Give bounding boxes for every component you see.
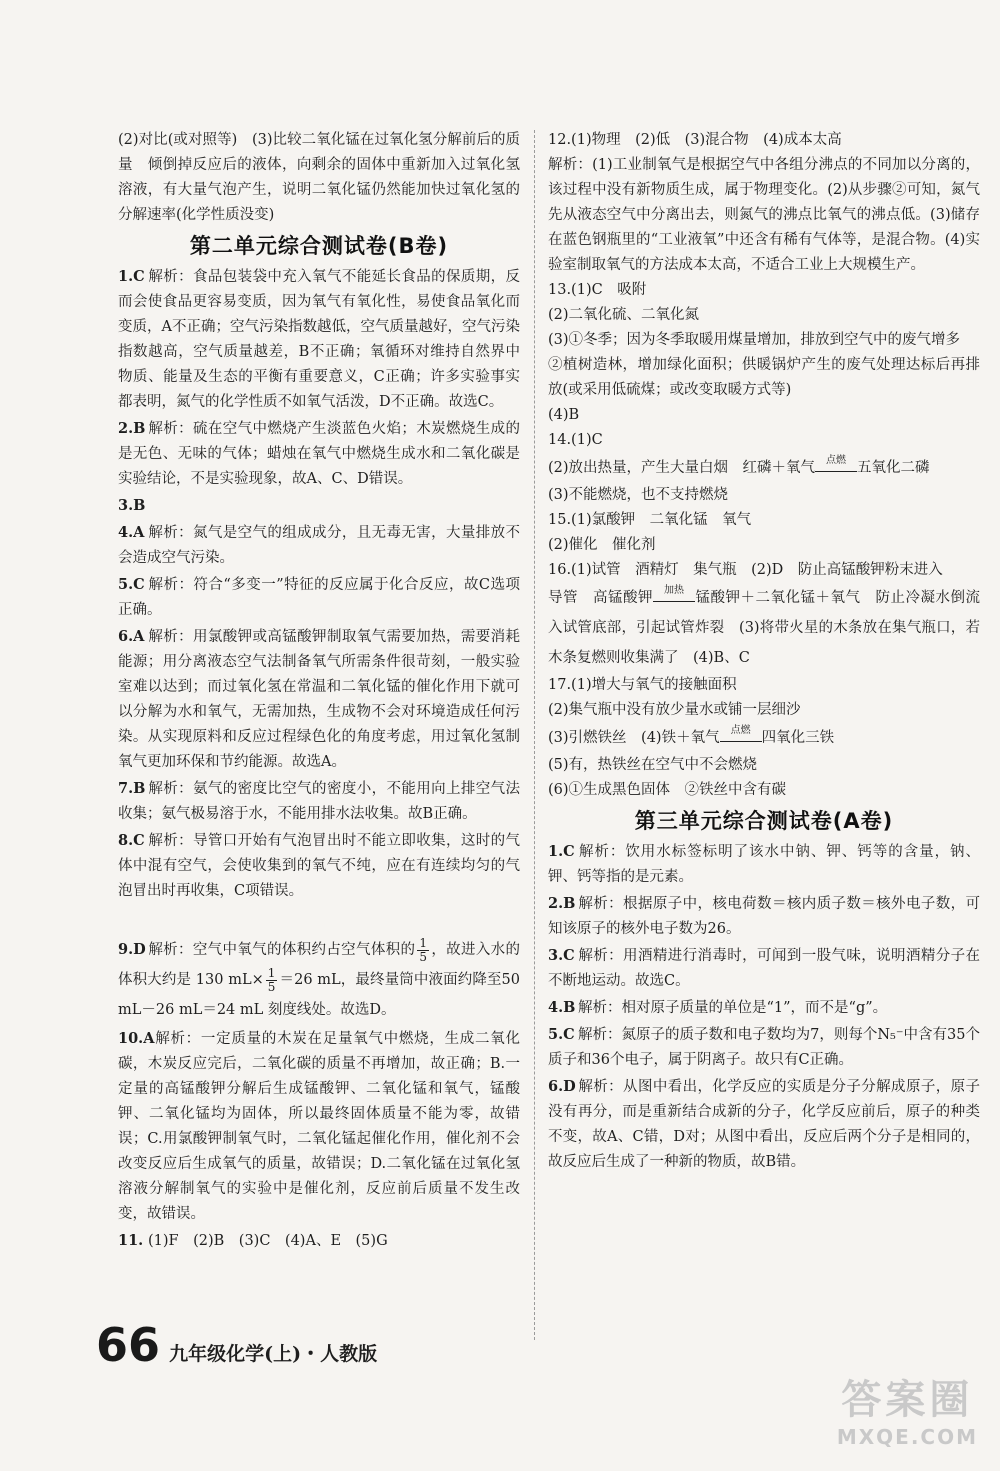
q16-line: 16.(1)试管 酒精灯 集气瓶 (2)D 防止高锰酸钾粉末进入	[548, 562, 943, 578]
answer-item: 2.B 解析：硫在空气中燃烧产生淡蓝色火焰；木炭燃烧生成的是无色、无味的气体；蜡烛在氧气中燃烧生成水和二氧化碳是实验结论，不是实验现象，故A、C、D错误。	[118, 420, 520, 487]
section-title-unit2-b: 第二单元综合测试卷(B卷)	[189, 234, 449, 258]
q13-line: (2)二氧化硫、二氧化氮	[548, 307, 700, 323]
section-title-unit3-a: 第三单元综合测试卷(A卷)	[634, 809, 894, 833]
answer-item: 10.A解析：一定质量的木炭在足量氧气中燃烧，生成二氧化碳，木炭反应完后，二氧化碳的质量不再增加，故正确；B.一定量的高锰酸钾分解后生成锰酸钾、二氧化锰和氧气，锰酸钾、二氧化锰均为固体，所以最终固体质量不能为零，故错误；C.用氯酸钾制氧气时，二氧化锰起催化作用，催化剂不会改变反应后生成氧气的质量，故错误；D.二氧化锰在过氧化氢溶液分解制氧气的实验中是催化剂，反应前后质量不发生改变，故错误。	[118, 1030, 520, 1222]
q17-equation: (3)引燃铁丝 (4)铁＋氧气 点燃 四氧化三铁	[548, 725, 835, 746]
right-column	[548, 128, 980, 1176]
answer-item: 5.C 解析：符合“多变一”特征的反应属于化合反应，故C选项正确。	[118, 576, 520, 618]
q12-body: 解析：(1)工业制氧气是根据空气中各组分沸点的不同加以分离的，该过程中没有新物质生成，属于物理变化。(2)从步骤②可知，氮气先从液态空气中分离出去，则氮气的沸点比氧气的沸点低。(3)储存在蓝色钢瓶里的“工业液氧”中还含有稀有气体等，是混合物。(4)实验室制取氧气的方法成本太高，不适合工业上大规模生产。	[548, 157, 980, 273]
reaction-arrow: 点燃	[720, 737, 762, 742]
column-divider	[534, 130, 535, 1340]
answer-item: 6.D 解析：从图中看出，化学反应的实质是分子分解成原子，原子没有再分，而是重新结合成新的分子，化学反应前后，原子的种类不变，故A、C错，D对；从图中看出，反应后两个分子是相同的，故反应后生成了一种新的物质，故B错。	[548, 1078, 980, 1170]
q14-line: (3)不能燃烧，也不支持燃烧	[548, 487, 729, 503]
q13-line: ②植树造林，增加绿化面积；供暖锅炉产生的废气处理达标后再排放(或采用低硫煤；或改变取暖方式等)	[548, 357, 980, 398]
answer-item: 6.A 解析：用氯酸钾或高锰酸钾制取氧气需要加热，需要消耗能源；用分离液态空气法制备氧气所需条件很苛刻，一般实验室难以达到；而过氧化氢在常温和二氧化锰的催化作用下就可以分解为水和氧气，无需加热，生成物不会对环境造成任何污染。从实现原料和反应过程绿色化的角度考虑，用过氧化氢制氧气更加环保和节约能源。故选A。	[118, 628, 520, 770]
answer-item: 8.C 解析：导管口开始有气泡冒出时不能立即收集，这时的气体中混有空气，会使收集到的氧气不纯，应在有连续均匀的气泡冒出时再收集，C项错误。	[118, 832, 520, 899]
watermark-logo: 答案圈 MXQE.COM	[836, 1377, 978, 1449]
q13-line: 13.(1)C 吸附	[548, 282, 647, 298]
intro-paragraph: (2)对比(或对照等) (3)比较二氧化锰在过氧化氢分解前后的质量 倾倒掉反应后的液体，向剩余的固体中重新加入过氧化氢溶液，有大量气泡产生，说明二氧化锰仍然能加快过氧化氢的分解速率(化学性质没变)	[118, 132, 520, 223]
q17-line: (5)有，热铁丝在空气中不会燃烧	[548, 757, 758, 773]
fraction: $\frac{1}{5}$	[419, 935, 427, 964]
answer-item: 4.A 解析：氮气是空气的组成成分，且无毒无害，大量排放不会造成空气污染。	[118, 524, 520, 566]
answer-item: 5.C 解析：氮原子的质子数和电子数均为7，则每个N₅⁻中含有35个质子和36个电子，属于阴离子。故只有C正确。	[548, 1026, 980, 1068]
q17-line: (2)集气瓶中没有放少量水或铺一层细沙	[548, 702, 801, 718]
answer-item: 2.B 解析：根据原子中，核电荷数＝核内质子数＝核外电子数，可知该原子的核外电子数为26。	[548, 895, 980, 937]
answer-item: 3.C 解析：用酒精进行消毒时，可闻到一股气味，说明酒精分子在不断地运动。故选C。	[548, 947, 980, 989]
q13-line: (4)B	[548, 407, 580, 423]
q14-equation: (2)放出热量，产生大量白烟 红磷＋氧气 点燃 五氧化二磷	[548, 455, 930, 476]
q13-line: (3)①冬季；因为冬季取暖用煤量增加，排放到空气中的废气增多	[548, 332, 961, 348]
answer-item: 7.B 解析：氨气的密度比空气的密度小，不能用向上排空气法收集；氨气极易溶于水，不能用排水法收集。故B正确。	[118, 780, 520, 822]
answer-item: 11. (1)F (2)B (3)C (4)A、E (5)G	[118, 1232, 388, 1249]
q17-line: (6)①生成黑色固体 ②铁丝中含有碳	[548, 782, 787, 798]
q17-line: 17.(1)增大与氧气的接触面积	[548, 677, 737, 693]
answer-item: 1.C 解析：饮用水标签标明了该水中钠、钾、钙等的含量，钠、钾、钙等指的是元素。	[548, 843, 980, 885]
answer-item: 3.B	[118, 497, 146, 514]
page-footer	[96, 1318, 377, 1372]
left-column	[118, 128, 520, 1255]
q15-line: (2)催化 催化剂	[548, 537, 656, 553]
page-number: 66	[96, 1318, 161, 1372]
reaction-arrow: 加热	[653, 597, 695, 602]
reaction-arrow: 点燃	[815, 467, 857, 472]
answer-item: 4.B 解析：相对原子质量的单位是“1”，而不是“g”。	[548, 999, 888, 1016]
q14-line: 14.(1)C	[548, 432, 603, 448]
q12-head: 12.(1)物理 (2)低 (3)混合物 (4)成本太高	[548, 132, 842, 148]
answer-item: 1.C 解析：食品包装袋中充入氧气不能延长食品的保质期，反而会使食品更容易变质，因为氧气有氧化性，易使食品氧化而变质，A不正确；空气污染指数越低，空气质量越好，空气污染指数越高，空气质量越差，B不正确；氧循环对维持自然界中物质、能量及生态的平衡有重要意义，C正确；许多实验事实都表明，氮气的化学性质不如氧气活泼，D不正确。故选C。	[118, 268, 520, 410]
book-title: 九年级化学(上)・人教版	[169, 1343, 378, 1365]
answer-item-9: 9.D 解析：空气中氧气的体积约占空气体积的 $\frac{1}{5}$ ，故进入水的体积大约是 130 mL× $\frac{1}{5}$ ＝26 mL，最终量筒中液面约降至50 mL－26 mL＝24 mL 刻度线处。故选D。	[118, 935, 521, 1018]
q15-line: 15.(1)氯酸钾 二氧化锰 氧气	[548, 512, 752, 528]
fraction: $\frac{1}{5}$	[267, 965, 276, 994]
q16-equation: 导管 高锰酸钾 加热 锰酸钾＋二氧化锰＋氧气 防止冷凝水倒流入试管底部，引起试管炸裂 (3)将带火星的木条放在集气瓶口，若木条复燃则收集满了 (4)B、C	[548, 585, 980, 666]
